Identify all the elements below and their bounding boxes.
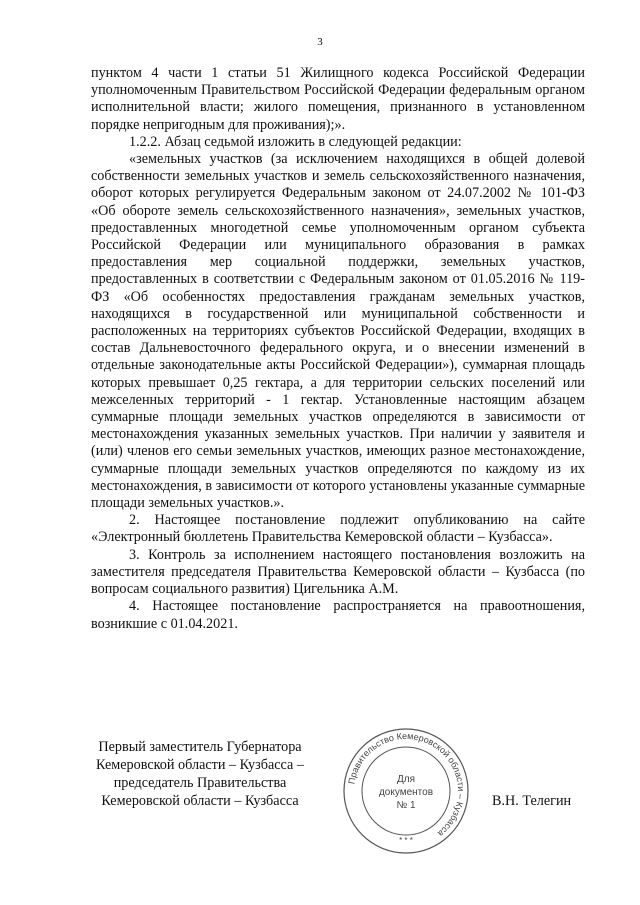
paragraph-1-2-2: 1.2.2. Абзац седьмой изложить в следующей редакции:: [129, 133, 462, 150]
body-text: [91, 65, 585, 633]
stamp-stars: * * *: [399, 836, 413, 845]
stamp-line-2: документов: [378, 787, 434, 798]
signatory-name: В.Н. Телегин: [492, 793, 572, 809]
paragraph-continuation: пунктом 4 части 1 статьи 51 Жилищного кодекса Российской Федерации уполномоченным Правительством Российской Федерации федеральным органом исполнительной власти; жилого помещения, признанного в установленном порядке непригодным для проживания);».: [91, 65, 585, 133]
stamp-line-3: № 1: [396, 800, 416, 811]
stamp-ring-text: Правительство Кемеровской области – Кузбасса: [346, 730, 467, 839]
signatory-title-line-4: Кемеровской области – Кузбасса: [101, 793, 299, 809]
paragraph-3-control: 3. Контроль за исполнением настоящего постановления возложить на заместителя председателя Правительства Кемеровской области – Кузбасса (по вопросам социального развития) Цигельника А.М.: [91, 546, 585, 598]
stamp-line-1: Для: [396, 774, 416, 785]
paragraph-2-publication: 2. Настоящее постановление подлежит опубликованию на сайте «Электронный бюллетень Правительства Кемеровской области – Кузбасса».: [91, 512, 585, 546]
paragraph-4-effective-date: 4. Настоящее постановление распространяется на правоотношения, возникшие с 01.04.2021.: [91, 598, 585, 632]
paragraph-quoted-amendment: «земельных участков (за исключением находящихся в общей долевой собственности земельных участков и земель сельскохозяйственного назначения, оборот которых регулируется Федеральным законом от 24.07.2002 № 101-ФЗ «Об обороте земель сельскохозяйственного назначения», земельных участков, предоставленных многодетной семье уполномоченным органом субъекта Российской Федерации или муниципального образования в рамках предоставления мер социальной поддержки, земельных участков, предоставленных в соответствии с Федеральным законом от 01.05.2016 № 119-ФЗ «Об особенностях предоставления гражданам земельных участков, находящихся в государственной или муниципальной собственности и расположенных на территориях субъектов Российской Федерации, входящих в состав Дальневосточного федерального округа, и о внесении изменений в отдельные законодательные акты Российской Федерации»), суммарная площадь которых превышает 0,25 гектара, а для территории сельских поселений или межселенных территорий - 1 гектар. Установленные настоящим абзацем суммарные площади земельных участков определяются в зависимости от местонахождения указанных земельных участков. При наличии у заявителя и (или) членов его семьи земельных участков, имеющих разное местонахождение, суммарные площади земельных участков определяются по каждому из их местонахождения, в зависимости от которого установлены указанные суммарные площади земельных участков.».: [91, 151, 585, 512]
signatory-title: [80, 738, 320, 810]
signatory-title-line-3: председатель Правительства: [113, 775, 287, 791]
signatory-title-line-1: Первый заместитель Губернатора: [98, 739, 302, 755]
signatory-title-line-2: Кемеровской области – Кузбасса –: [96, 757, 304, 773]
official-stamp: [341, 726, 471, 856]
page-number: 3: [317, 36, 323, 48]
